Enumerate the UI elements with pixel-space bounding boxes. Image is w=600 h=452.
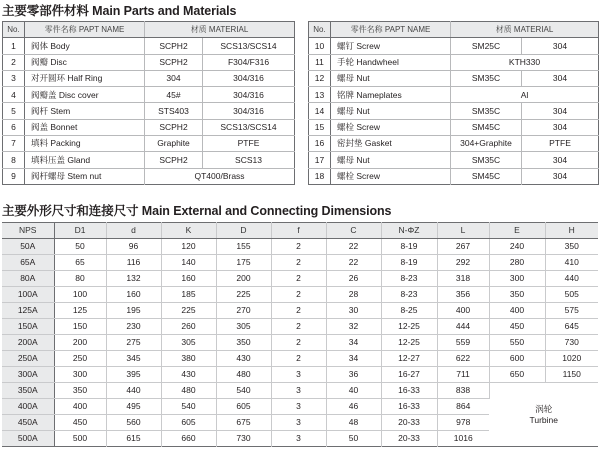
part-material-1: SCPH2 — [145, 54, 203, 70]
dims-cell: 345 — [106, 351, 161, 367]
part-no: 9 — [3, 168, 25, 184]
dims-cell: 2 — [271, 239, 326, 255]
part-no: 7 — [3, 136, 25, 152]
dims-cell: 12-25 — [381, 319, 437, 335]
part-no: 17 — [309, 152, 331, 168]
turbine-cell — [489, 383, 598, 447]
dims-row — [2, 383, 598, 399]
dims-cell: 540 — [161, 399, 216, 415]
part-no: 13 — [309, 87, 331, 103]
dims-cell: 116 — [106, 255, 161, 271]
dims-cell: 305 — [161, 335, 216, 351]
part-material: QT400/Brass — [194, 171, 245, 182]
part-material-2: 304 — [522, 38, 599, 54]
dims-cell: 185 — [161, 287, 216, 303]
dims-cell: 36 — [326, 367, 381, 383]
dims-cell: 440 — [106, 383, 161, 399]
dims-cell: 96 — [106, 239, 161, 255]
part-name: 铭牌 Nameplates — [331, 87, 451, 103]
dims-cell: 267 — [437, 239, 489, 255]
part-material-2: 304/316 — [203, 87, 295, 103]
part-no: 11 — [309, 54, 331, 70]
dims-cell: 26 — [326, 271, 381, 287]
part-material-1: 304+Graphite — [451, 136, 522, 152]
dims-header-cell: L — [437, 223, 489, 239]
dims-cell: 650 — [489, 367, 545, 383]
dims-cell: 645 — [545, 319, 598, 335]
dims-cell: 505 — [545, 287, 598, 303]
part-material: KTH330 — [451, 54, 599, 70]
part-name: 螺母 Nut — [331, 152, 451, 168]
part-material-2: SCS13 — [203, 152, 295, 168]
dims-nps-cell: 500A — [2, 431, 54, 447]
dims-cell: 8-19 — [381, 255, 437, 271]
dims-cell: 480 — [161, 383, 216, 399]
dims-cell: 8-23 — [381, 271, 437, 287]
dims-cell: 410 — [545, 255, 598, 271]
dims-cell: 838 — [437, 383, 489, 399]
dims-header-cell: H — [545, 223, 598, 239]
dims-row — [2, 319, 598, 335]
dims-cell: 250 — [54, 351, 106, 367]
part-no: 14 — [309, 103, 331, 119]
dims-cell: 2 — [271, 271, 326, 287]
dims-cell: 450 — [54, 415, 106, 431]
dims-cell: 430 — [161, 367, 216, 383]
dims-row — [2, 239, 598, 255]
dims-cell: 230 — [106, 319, 161, 335]
dims-cell: 28 — [326, 287, 381, 303]
dims-cell: 1020 — [545, 351, 598, 367]
dims-header-cell: NPS — [2, 223, 54, 239]
dims-cell: 100 — [54, 287, 106, 303]
dims-cell: 50 — [326, 431, 381, 447]
header-part-name: 零件名称 PAPT NAME — [25, 22, 145, 38]
part-no: 6 — [3, 119, 25, 135]
part-material-2: SCS13/SCS14 — [203, 38, 295, 54]
part-name: 手轮 Handwheel — [331, 54, 451, 70]
dims-cell: 160 — [161, 271, 216, 287]
dims-cell: 559 — [437, 335, 489, 351]
dims-cell: 440 — [545, 271, 598, 287]
dims-cell: 140 — [161, 255, 216, 271]
part-material-1: SM45C — [451, 168, 522, 184]
part-name: 填料 Packing — [25, 136, 145, 152]
part-material-1: Graphite — [145, 136, 203, 152]
dims-cell: 160 — [106, 287, 161, 303]
part-material: Al — [451, 87, 599, 103]
dims-cell: 380 — [161, 351, 216, 367]
parts-table-left — [2, 21, 295, 185]
dims-cell: 495 — [106, 399, 161, 415]
dims-cell: 125 — [54, 303, 106, 319]
dims-cell: 80 — [54, 271, 106, 287]
dims-row — [2, 303, 598, 319]
dims-cell: 16-27 — [381, 367, 437, 383]
dims-cell: 660 — [161, 431, 216, 447]
part-name: 阀瓣盖 Disc cover — [25, 87, 145, 103]
part-no: 5 — [3, 103, 25, 119]
part-material-2: 304 — [522, 70, 599, 86]
dims-cell: 3 — [271, 383, 326, 399]
dims-cell: 65 — [54, 255, 106, 271]
dims-row — [2, 287, 598, 303]
part-material-2: SCS13/SCS14 — [203, 119, 295, 135]
part-name: 填料压盖 Gland — [25, 152, 145, 168]
dims-cell: 615 — [106, 431, 161, 447]
parts-row — [309, 168, 599, 184]
dims-cell: 225 — [161, 303, 216, 319]
dims-cell: 430 — [216, 351, 271, 367]
part-name: 阀瓣 Disc — [25, 54, 145, 70]
header-material: 材质 MATERIAL — [451, 22, 599, 38]
parts-header-row — [309, 22, 599, 38]
dims-header-cell: D — [216, 223, 271, 239]
part-no: 10 — [309, 38, 331, 54]
dims-cell: 195 — [106, 303, 161, 319]
part-material-2: 304/316 — [203, 103, 295, 119]
turbine-label-cn: 涡轮 — [535, 404, 553, 415]
dims-nps-cell: 50A — [2, 239, 54, 255]
part-no: 12 — [309, 70, 331, 86]
dims-cell: 350 — [216, 335, 271, 351]
dims-cell: 560 — [106, 415, 161, 431]
part-no: 15 — [309, 119, 331, 135]
dims-nps-cell: 450A — [2, 415, 54, 431]
parts-row — [3, 152, 295, 168]
dims-cell: 550 — [489, 335, 545, 351]
part-material-1: 304 — [145, 70, 203, 86]
dims-nps-cell: 250A — [2, 351, 54, 367]
dims-cell: 240 — [489, 239, 545, 255]
parts-row — [3, 168, 295, 184]
part-material-2: 304 — [522, 103, 599, 119]
dims-cell: 2 — [271, 319, 326, 335]
dims-cell: 8-19 — [381, 239, 437, 255]
dims-cell: 1150 — [545, 367, 598, 383]
section-title-dimensions: 主要外形尺寸和连接尺寸 Main External and Connecting Dimensions — [2, 204, 392, 218]
dims-header-cell: K — [161, 223, 216, 239]
part-no: 1 — [3, 38, 25, 54]
dims-nps-cell: 65A — [2, 255, 54, 271]
dims-cell: 34 — [326, 335, 381, 351]
dims-cell: 20-33 — [381, 415, 437, 431]
part-material-1: SCPH2 — [145, 38, 203, 54]
header-no: No. — [309, 22, 331, 38]
part-material-1: SM35C — [451, 152, 522, 168]
dims-header-cell: C — [326, 223, 381, 239]
dims-cell: 12-25 — [381, 335, 437, 351]
dims-cell: 2 — [271, 351, 326, 367]
dims-row — [2, 335, 598, 351]
part-material-2: 304/316 — [203, 70, 295, 86]
dims-cell: 450 — [489, 319, 545, 335]
dims-cell: 3 — [271, 431, 326, 447]
part-material-1: SCPH2 — [145, 152, 203, 168]
dims-cell: 864 — [437, 399, 489, 415]
part-no: 2 — [3, 54, 25, 70]
dims-cell: 46 — [326, 399, 381, 415]
part-no: 18 — [309, 168, 331, 184]
dims-cell: 350 — [54, 383, 106, 399]
part-name: 阀体 Body — [25, 38, 145, 54]
part-name: 阀盖 Bonnet — [25, 119, 145, 135]
dims-cell: 730 — [216, 431, 271, 447]
header-no: No. — [3, 22, 25, 38]
dims-cell: 675 — [216, 415, 271, 431]
dims-nps-cell: 80A — [2, 271, 54, 287]
parts-row — [3, 87, 295, 103]
dims-cell: 50 — [54, 239, 106, 255]
parts-row — [3, 136, 295, 152]
part-material-2: 304 — [522, 119, 599, 135]
dims-cell: 270 — [216, 303, 271, 319]
dims-cell: 200 — [54, 335, 106, 351]
dims-cell: 2 — [271, 303, 326, 319]
dims-cell: 16-33 — [381, 399, 437, 415]
dims-cell: 600 — [489, 351, 545, 367]
dims-cell: 622 — [437, 351, 489, 367]
dims-cell: 275 — [106, 335, 161, 351]
parts-row — [309, 87, 599, 103]
parts-row — [3, 38, 295, 54]
dims-cell: 175 — [216, 255, 271, 271]
parts-row — [309, 103, 599, 119]
dims-header-cell: D1 — [54, 223, 106, 239]
dims-nps-cell: 300A — [2, 367, 54, 383]
part-name: 螺钉 Screw — [331, 38, 451, 54]
part-no: 8 — [3, 152, 25, 168]
dims-cell: 16-33 — [381, 383, 437, 399]
dims-cell: 22 — [326, 255, 381, 271]
dims-cell: 575 — [545, 303, 598, 319]
dims-cell: 305 — [216, 319, 271, 335]
dims-cell: 120 — [161, 239, 216, 255]
part-name: 螺栓 Screw — [331, 119, 451, 135]
dims-cell: 40 — [326, 383, 381, 399]
part-material-2: F304/F316 — [203, 54, 295, 70]
dims-cell: 2 — [271, 287, 326, 303]
dims-cell: 350 — [489, 287, 545, 303]
dims-row — [2, 351, 598, 367]
part-material-2: PTFE — [203, 136, 295, 152]
dims-header-row — [2, 223, 598, 239]
part-material-1: SM45C — [451, 119, 522, 135]
dims-cell: 260 — [161, 319, 216, 335]
part-material-1: STS403 — [145, 103, 203, 119]
parts-row — [3, 119, 295, 135]
part-name: 螺栓 Screw — [331, 168, 451, 184]
dims-row — [2, 271, 598, 287]
part-name: 螺母 Nut — [331, 70, 451, 86]
parts-table-right — [308, 21, 599, 185]
turbine-label-en: Turbine — [529, 414, 558, 425]
part-name: 阀杆 Stem — [25, 103, 145, 119]
dims-cell: 132 — [106, 271, 161, 287]
dims-nps-cell: 200A — [2, 335, 54, 351]
parts-row — [3, 54, 295, 70]
part-no: 3 — [3, 70, 25, 86]
dims-cell: 3 — [271, 415, 326, 431]
part-no: 16 — [309, 136, 331, 152]
dims-cell: 480 — [216, 367, 271, 383]
dims-nps-cell: 400A — [2, 399, 54, 415]
parts-row — [3, 70, 295, 86]
part-material-2: 304 — [552, 171, 568, 182]
dims-cell: 280 — [489, 255, 545, 271]
parts-header-row — [3, 22, 295, 38]
dims-cell: 30 — [326, 303, 381, 319]
parts-row — [309, 152, 599, 168]
part-name: 螺母 Nut — [331, 103, 451, 119]
dims-cell: 155 — [216, 239, 271, 255]
part-material-1: SM35C — [451, 103, 522, 119]
part-material-1: SM25C — [451, 38, 522, 54]
dims-cell: 400 — [54, 399, 106, 415]
dims-cell: 1016 — [453, 433, 473, 444]
dims-cell: 3 — [271, 399, 326, 415]
dims-row — [2, 367, 598, 383]
header-part-name: 零件名称 PAPT NAME — [331, 22, 451, 38]
dims-header-cell: d — [106, 223, 161, 239]
part-name: 密封垫 Gasket — [331, 136, 451, 152]
dims-cell: 300 — [54, 367, 106, 383]
dims-cell: 500 — [54, 431, 106, 447]
dims-cell: 2 — [271, 335, 326, 351]
dims-cell: 20-33 — [381, 431, 437, 447]
parts-row — [309, 54, 599, 70]
part-material-1: SM35C — [451, 70, 522, 86]
dims-cell: 22 — [326, 239, 381, 255]
part-name: 对开圆环 Half Ring — [25, 70, 145, 86]
dimensions-table — [2, 222, 598, 447]
dims-cell: 540 — [216, 383, 271, 399]
dims-cell: 150 — [54, 319, 106, 335]
part-material-1: 45# — [145, 87, 203, 103]
dims-cell: 711 — [437, 367, 489, 383]
dims-cell: 395 — [106, 367, 161, 383]
dims-cell: 605 — [216, 399, 271, 415]
dims-cell: 34 — [326, 351, 381, 367]
dims-cell: 400 — [437, 303, 489, 319]
parts-row — [3, 103, 295, 119]
dims-cell: 292 — [437, 255, 489, 271]
dims-header-cell: f — [271, 223, 326, 239]
dims-cell: 318 — [437, 271, 489, 287]
dims-nps-cell: 100A — [2, 287, 54, 303]
dims-cell: 2 — [271, 255, 326, 271]
dims-cell: 300 — [489, 271, 545, 287]
dims-cell: 225 — [216, 287, 271, 303]
dims-nps-cell: 150A — [2, 319, 54, 335]
dims-nps-cell: 125A — [2, 303, 54, 319]
dims-cell: 12-27 — [381, 351, 437, 367]
parts-row — [309, 136, 599, 152]
section-title-parts: 主要零部件材料 Main Parts and Materials — [2, 4, 237, 18]
header-material: 材质 MATERIAL — [145, 22, 295, 38]
dims-row — [2, 255, 598, 271]
dims-cell: 8-25 — [381, 303, 437, 319]
dims-cell: 32 — [326, 319, 381, 335]
dims-cell: 350 — [545, 239, 598, 255]
dims-cell: 8-23 — [381, 287, 437, 303]
parts-row — [309, 119, 599, 135]
dims-cell: 200 — [216, 271, 271, 287]
dims-header-cell: E — [489, 223, 545, 239]
parts-row — [309, 38, 599, 54]
part-material-2: 304 — [522, 152, 599, 168]
part-no: 4 — [3, 87, 25, 103]
parts-row — [309, 70, 599, 86]
dims-cell: 730 — [545, 335, 598, 351]
dims-cell: 48 — [326, 415, 381, 431]
dims-cell: 400 — [489, 303, 545, 319]
part-name: 阀杆螺母 Stem nut — [25, 168, 145, 184]
dims-nps-cell: 350A — [2, 383, 54, 399]
dims-header-cell: N-ΦZ — [381, 223, 437, 239]
dims-cell: 356 — [437, 287, 489, 303]
dims-cell: 444 — [437, 319, 489, 335]
dims-cell: 3 — [271, 367, 326, 383]
part-material-1: SCPH2 — [145, 119, 203, 135]
part-material-2: PTFE — [522, 136, 599, 152]
dims-cell: 978 — [437, 415, 489, 431]
dims-cell: 605 — [161, 415, 216, 431]
